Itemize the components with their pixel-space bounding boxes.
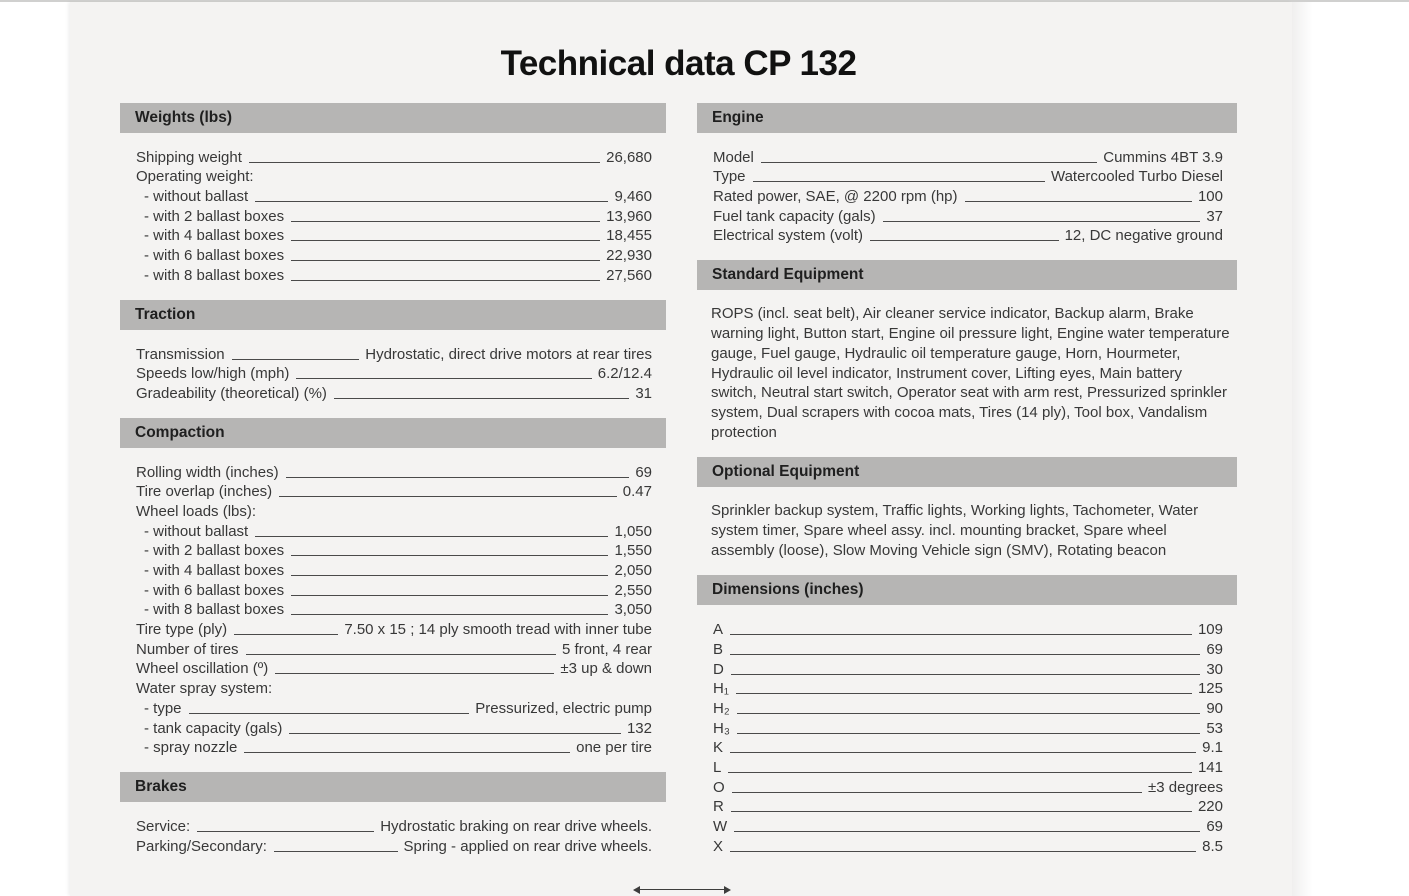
spec-value: 220 (1197, 798, 1223, 816)
leader-line (275, 673, 554, 674)
section-brakes (120, 772, 666, 855)
leader-line (737, 733, 1200, 734)
spec-row (713, 619, 1223, 639)
leader-line (870, 240, 1059, 241)
spec-label: - with 2 ballast boxes (144, 542, 285, 560)
dimension-arrow-icon (633, 886, 731, 894)
spec-value: 9,460 (614, 188, 652, 206)
compaction-rows (120, 448, 666, 757)
spec-row (136, 600, 652, 620)
spec-label: - with 8 ballast boxes (144, 266, 285, 284)
spec-row (136, 521, 652, 541)
leader-line (289, 733, 621, 734)
spec-label: - with 4 ballast boxes (144, 227, 285, 245)
spec-row (136, 482, 652, 502)
spec-label: Rolling width (inches) (136, 463, 279, 481)
weights-rows (120, 133, 666, 285)
spec-label: Wheel oscillation (º) (136, 660, 269, 678)
spec-value: 1,550 (614, 542, 652, 560)
leader-line (255, 536, 608, 537)
spec-label: Speeds low/high (mph) (136, 365, 290, 383)
section-compaction (120, 418, 666, 757)
spec-label: Tire overlap (inches) (136, 483, 273, 501)
spec-label: - spray nozzle (144, 739, 238, 757)
spec-row (713, 186, 1223, 206)
leader-line (234, 634, 338, 635)
spec-value: 53 (1206, 719, 1223, 737)
spec-value: 69 (635, 463, 652, 481)
leader-line (286, 477, 630, 478)
spec-label: B (713, 640, 724, 658)
spec-label: Water spray system: (136, 680, 273, 698)
brakes-rows (120, 802, 666, 855)
leader-line (232, 359, 360, 360)
engine-rows (697, 133, 1237, 245)
leader-line (246, 654, 556, 655)
leader-line (730, 752, 1196, 753)
section-standard-equipment (697, 260, 1237, 442)
spec-label: Electrical system (volt) (713, 227, 864, 245)
leader-line (274, 851, 398, 852)
spec-value: 22,930 (606, 247, 652, 265)
page-title: Technical data CP 132 (500, 44, 857, 83)
leader-line (291, 555, 608, 556)
section-header-traction: Traction (120, 300, 666, 330)
spec-label: H₃ (713, 719, 730, 737)
spec-row (713, 836, 1223, 856)
spec-row (136, 816, 652, 836)
leader-line (761, 162, 1097, 163)
spec-value: 30 (1206, 660, 1223, 678)
section-header-compaction: Compaction (120, 418, 666, 448)
spec-row (136, 167, 652, 187)
leader-line (296, 378, 591, 379)
spec-row (713, 679, 1223, 699)
spec-label: Fuel tank capacity (gals) (713, 207, 876, 225)
dimensions-rows (697, 605, 1237, 855)
leader-line (734, 831, 1200, 832)
leader-line (732, 792, 1142, 793)
spec-row (136, 541, 652, 561)
spec-label: - with 6 ballast boxes (144, 581, 285, 599)
spec-value: 26,680 (606, 148, 652, 166)
spec-value: 7.50 x 15 ; 14 ply smooth tread with inner tube (344, 621, 652, 639)
spec-value: 37 (1206, 207, 1223, 225)
spec-row (136, 560, 652, 580)
leader-line (736, 693, 1192, 694)
spec-value: 12, DC negative ground (1064, 227, 1223, 245)
leader-line (731, 811, 1192, 812)
leader-line (334, 398, 629, 399)
spec-label: X (713, 837, 724, 855)
spec-row (136, 364, 652, 384)
spec-value: 141 (1197, 758, 1223, 776)
spec-label: - without ballast (144, 188, 249, 206)
section-engine (697, 103, 1237, 245)
page-edge-shadow (1292, 2, 1318, 896)
leader-line (753, 181, 1045, 182)
section-header-engine: Engine (697, 103, 1237, 133)
spec-label: - with 8 ballast boxes (144, 601, 285, 619)
spec-row (136, 245, 652, 265)
spec-label: Rated power, SAE, @ 2200 rpm (hp) (713, 188, 958, 206)
section-header-optional-equipment: Optional Equipment (697, 457, 1237, 487)
spec-row (136, 265, 652, 285)
spec-label: - with 4 ballast boxes (144, 562, 285, 579)
leader-line (279, 496, 617, 497)
traction-rows (120, 330, 666, 403)
spec-row (136, 836, 652, 856)
spec-value: 0.47 (622, 483, 652, 501)
spec-row (713, 718, 1223, 738)
spec-label: - with 2 ballast boxes (144, 207, 285, 225)
left-column (120, 103, 666, 871)
spec-row (713, 167, 1223, 187)
section-header-standard-equipment: Standard Equipment (697, 260, 1237, 290)
spec-value: Pressurized, electric pump (475, 699, 652, 717)
spec-label: W (713, 818, 728, 836)
spec-value: 13,960 (606, 207, 652, 225)
spec-value: 90 (1206, 699, 1223, 717)
spec-label: K (713, 739, 724, 757)
spec-value: ±3 degrees (1148, 778, 1223, 796)
spec-row (136, 186, 652, 206)
spec-label: Transmission (136, 345, 225, 363)
spec-label: Wheel loads (lbs): (136, 502, 257, 520)
spec-value: Cummins 4BT 3.9 (1103, 148, 1223, 166)
spec-row (136, 698, 652, 718)
spec-value: ±3 up & down (560, 660, 652, 678)
leader-line (291, 221, 600, 222)
spec-label: Parking/Secondary: (136, 837, 267, 855)
spec-row (713, 777, 1223, 797)
spec-value: one per tire (576, 739, 652, 757)
spec-value: 8.5 (1202, 837, 1223, 855)
spec-label: Operating weight: (136, 168, 254, 186)
leader-line (291, 575, 608, 576)
spec-value: 6.2/12.4 (597, 365, 652, 383)
leader-line (737, 713, 1201, 714)
leader-line (731, 674, 1200, 675)
spec-value: Spring - applied on rear drive wheels. (403, 837, 652, 855)
spec-row (713, 816, 1223, 836)
spec-row (136, 344, 652, 364)
leader-line (728, 772, 1192, 773)
leader-line (189, 713, 470, 714)
leader-line (291, 280, 600, 281)
spec-value: 69 (1206, 640, 1223, 658)
leader-line (255, 201, 608, 202)
section-dimensions (697, 575, 1237, 855)
spec-value: 18,455 (606, 227, 652, 245)
optional-equipment-text: Sprinkler backup system, Traffic lights, Working lights, Tachometer, Water system timer, Spare wheel assy. incl. mounting bracket, Spare wheel assembly (loose), Slow Moving Vehicle sign (SMV), Rotating beacon (711, 502, 1199, 559)
spec-row (136, 738, 652, 758)
leader-line (883, 221, 1201, 222)
spec-label: Service: (136, 817, 191, 835)
leader-line (965, 201, 1192, 202)
spec-value: Hydrostatic, direct drive motors at rear tires (365, 345, 652, 363)
spec-label: L (713, 758, 722, 776)
spec-row (136, 226, 652, 246)
spec-label: D (713, 660, 724, 678)
spec-value: 132 (626, 719, 652, 737)
spec-row (713, 226, 1223, 246)
spec-value: 27,560 (606, 266, 652, 284)
arrow-shaft (636, 889, 728, 890)
section-header-brakes: Brakes (120, 772, 666, 802)
spec-label: O (713, 778, 725, 796)
spec-label: Gradeability (theoretical) (%) (136, 384, 327, 402)
spec-label: Type (713, 168, 746, 186)
section-header-dimensions: Dimensions (inches) (697, 575, 1237, 605)
spec-label: - without ballast (144, 522, 249, 540)
spec-label: H₁ (713, 680, 729, 698)
spec-label: Number of tires (136, 640, 239, 658)
leader-line (249, 162, 600, 163)
spec-label: Shipping weight (136, 148, 242, 166)
arrowhead-right-icon (724, 886, 731, 894)
spec-value: 5 front, 4 rear (561, 640, 652, 658)
spec-row (713, 639, 1223, 659)
spec-value: 109 (1197, 621, 1223, 639)
standard-equipment-text: ROPS (incl. seat belt), Air cleaner service indicator, Backup alarm, Brake warning light, Button start, Engine oil pressure light, Engine water temperature gauge, Fuel gauge, Hydraulic oil temperature gauge, Horn, Hourmeter, Hydraulic oil level indicator, Instrument cover, Lifting eyes, Main battery switch, Neutral start switch, Operator seat with arm rest, Pressurized sprinkler system, Dual scrapers with cocoa mats, Tires (14 ply), Tool box, Vandalism protection (711, 305, 1230, 441)
spec-value: Watercooled Turbo Diesel (1050, 168, 1223, 186)
spec-row (136, 462, 652, 482)
leader-line (291, 240, 600, 241)
section-traction (120, 300, 666, 403)
spec-value: 2,050 (614, 562, 652, 579)
spec-label: R (713, 798, 724, 816)
spec-row (136, 206, 652, 226)
spec-value: Hydrostatic braking on rear drive wheels. (380, 817, 652, 835)
spec-row (136, 718, 652, 738)
leader-line (291, 260, 600, 261)
spec-label: Tire type (ply) (136, 621, 228, 639)
spec-row (136, 639, 652, 659)
leader-line (197, 831, 374, 832)
spec-value: 2,550 (614, 581, 652, 599)
spec-row (713, 757, 1223, 777)
spec-value: 125 (1197, 680, 1223, 698)
spec-label: - with 6 ballast boxes (144, 247, 285, 265)
spec-row (136, 383, 652, 403)
spec-row (713, 147, 1223, 167)
spec-row (713, 206, 1223, 226)
arrowhead-left-icon (633, 886, 640, 894)
spec-label: - type (144, 699, 182, 717)
spec-value: 9.1 (1202, 739, 1223, 757)
spec-label: Model (713, 148, 754, 166)
spec-label: - tank capacity (gals) (144, 719, 283, 737)
section-header-weights: Weights (lbs) (120, 103, 666, 133)
section-optional-equipment (697, 457, 1237, 560)
spec-value: 100 (1197, 188, 1223, 206)
leader-line (244, 752, 570, 753)
spec-row (136, 147, 652, 167)
spec-row (136, 619, 652, 639)
spec-value: 3,050 (614, 601, 652, 619)
spec-row (713, 659, 1223, 679)
spec-row (713, 738, 1223, 758)
spec-label: H₂ (713, 699, 730, 717)
leader-line (730, 851, 1196, 852)
spec-row (136, 678, 652, 698)
section-weights (120, 103, 666, 285)
spec-row (136, 501, 652, 521)
spec-value: 69 (1206, 818, 1223, 836)
spec-label: A (713, 621, 724, 639)
leader-line (291, 595, 608, 596)
spec-row (713, 797, 1223, 817)
spec-value: 31 (635, 384, 652, 402)
spec-row (713, 698, 1223, 718)
spec-value: 1,050 (614, 522, 652, 540)
leader-line (730, 634, 1192, 635)
right-column (697, 103, 1237, 871)
spec-row (136, 580, 652, 600)
leader-line (291, 614, 608, 615)
spec-row (136, 659, 652, 679)
leader-line (730, 654, 1200, 655)
